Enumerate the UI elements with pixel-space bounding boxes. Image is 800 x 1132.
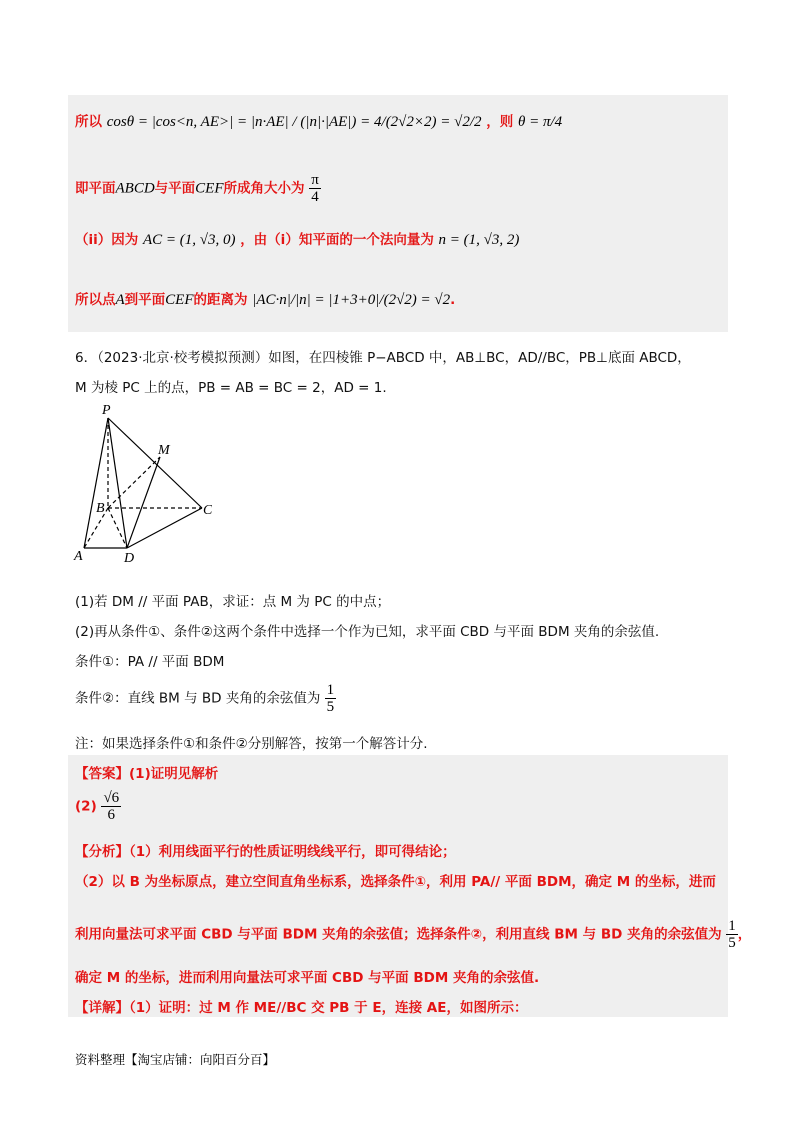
label-C: C	[203, 503, 212, 518]
part-1: (1)若 DM // 平面 PAB，求证：点 M 为 PC 的中点；	[75, 594, 391, 610]
condition-1: 条件①：PA // 平面 BDM	[75, 654, 225, 670]
theta-value: θ = π/4	[517, 114, 563, 130]
analysis-1: 【分析】（1）利用线面平行的性质证明线线平行，即可得结论；	[75, 844, 456, 860]
edge-PC	[108, 418, 202, 508]
pyramid-figure	[72, 402, 212, 562]
analysis-2: （2）以 B 为坐标原点，建立空间直角坐标系，选择条件①，利用 PA// 平面 BDM，确定 M 的坐标，进而	[75, 874, 716, 890]
detail-line: 【详解】（1）证明：过 M 作 ME//BC 交 PB 于 E，连接 AE，如图所示：	[75, 1000, 528, 1016]
distance-formula: |AC·n|/|n| = |1+3+0|/(2√2) = √2	[252, 292, 451, 308]
note: 注：如果选择条件①和条件②分别解答，按第一个解答计分.	[75, 736, 428, 752]
label-A: A	[74, 549, 83, 562]
cos-line: 所以 cosθ = |cos<n, AE>| = |n·AE| / (|n|·|AE|) = 4/(2√2×2) = √2/2 ，则 θ = π/4	[75, 114, 563, 130]
vector-line: （ii）因为 AC = (1, √3, 0) ，由（i）知平面的一个法向量为 n = (1, √3, 2)	[75, 232, 520, 248]
condition-2: 条件②：直线 BM 与 BD 夹角的余弦值为 $\frac{1}{5}$	[75, 682, 335, 715]
answer-line: 【答案】(1)证明见解析	[75, 766, 219, 782]
edge-BM	[108, 457, 160, 508]
edge-DM	[127, 457, 160, 548]
part-2: (2)再从条件①、条件②这两个条件中选择一个作为已知，求平面 CBD 与平面 BDM 夹角的余弦值.	[75, 624, 660, 640]
edge-DC	[127, 508, 202, 548]
angle-line: 即平面ABCD与平面CEF所成角大小为 $\frac{\pi}{4}$	[75, 172, 319, 205]
footer-source: 资料整理【淘宝店铺：向阳百分百】	[75, 1052, 276, 1067]
cos-formula: cosθ = |cos<n, AE>| = |n·AE| / (|n|·|AE|) = 4/(2√2×2) = √2/2	[106, 114, 482, 130]
angle-fraction: $\frac{\pi}{4}$	[311, 172, 319, 205]
label-P: P	[102, 403, 111, 418]
analysis-3: 利用向量法可求平面 CBD 与平面 BDM 夹角的余弦值；选择条件②，利用直线 BM 与 BD 夹角的余弦值为 $\frac{1}{5}$ ，	[75, 918, 752, 951]
analysis-4: 确定 M 的坐标，进而利用向量法可求平面 CBD 与平面 BDM 夹角的余弦值.	[75, 970, 540, 986]
question-line-1: 6．（2023·北京·校考模拟预测）如图，在四棱锥 P−ABCD 中，AB⊥BC，AD//BC，PB⊥底面 ABCD，	[75, 350, 691, 366]
answer-2-line: (2) $\frac{√6}{6}$	[75, 790, 120, 823]
cond2-fraction: $\frac{1}{5}$	[326, 682, 335, 715]
label-D: D	[124, 551, 135, 562]
answer-2-fraction: $\frac{√6}{6}$	[103, 790, 120, 823]
label-B: B	[96, 501, 105, 516]
analysis-3-fraction: $\frac{1}{5}$	[728, 918, 736, 951]
label-M: M	[158, 443, 170, 458]
distance-line: 所以点A到平面CEF的距离为 |AC·n|/|n| = |1+3+0|/(2√2) = √2.	[75, 292, 456, 308]
question-line-2: M 为棱 PC 上的点，PB = AB = BC = 2，AD = 1.	[75, 380, 387, 396]
